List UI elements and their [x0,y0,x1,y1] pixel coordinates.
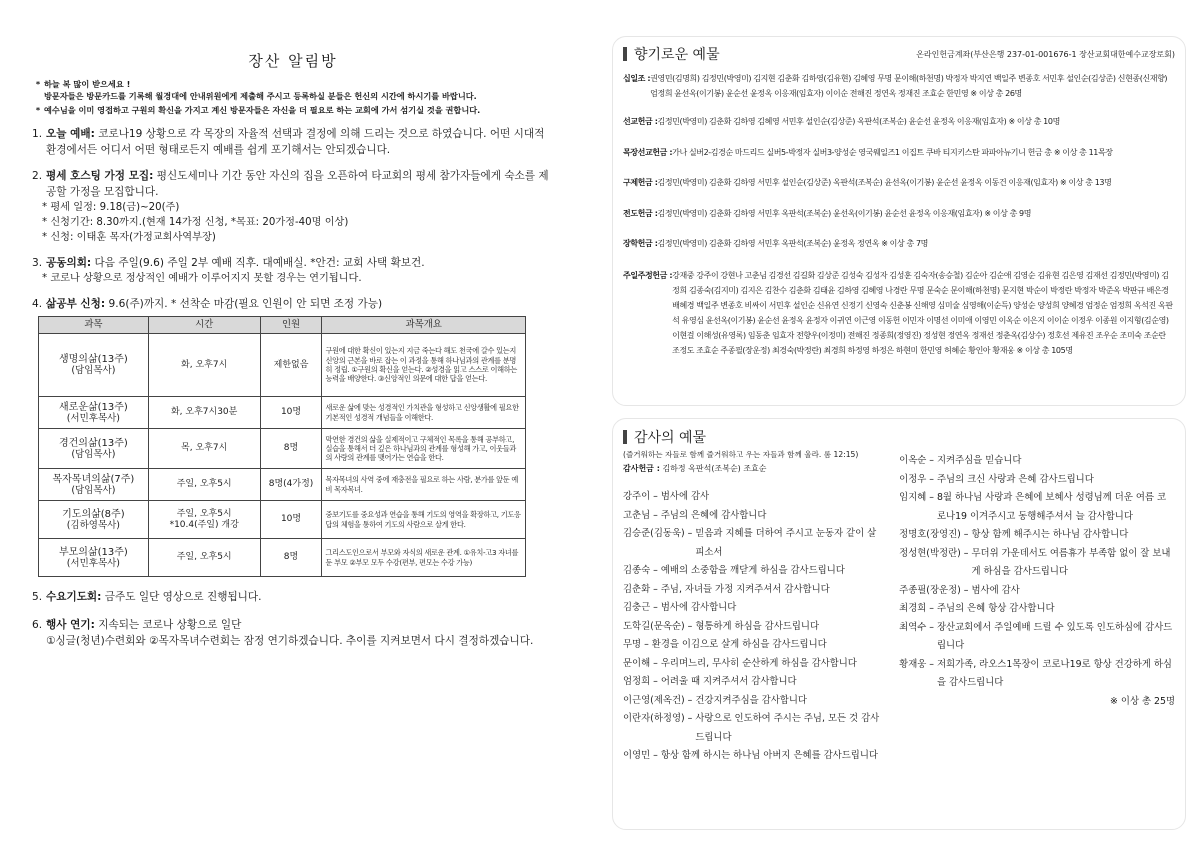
course-start-date: *10.4(주일) 개강 [169,519,239,530]
column-header: 과목개요 [322,317,526,334]
item-title: 삶공부 신청: [46,298,106,310]
item-life-study [32,296,554,577]
offering-names: 강재중 강주이 강현나 고춘님 김경선 김길화 김상준 김성숙 김성자 김성훈 김숙자(송승철) 김순아 김순애 김영순 김유현 김은영 김재선 김정민(박영미) 김정희 김종숙(김지미) 김지은 김찬수 김춘화 김태윤 김하영 김혜영 나경란 무명 문숙순 문이해(하천명) 문지현 박순이 박정란 박정자 박준옥 박판규 배은경 배혜경 백일주 변종호 비싸이 서민후 설인순 신유연 신정기 신영숙 신춘봉 신해영 심미술 심영해(이순득) 양성순 양성희 양혜경 엄정순 엄정희 옥석진 옥판석 유영심 윤선옥(이기봉) 윤순선 윤정옥 윤정자 이귀연 이근영 이동헌 이민자 이명선 이미애 이영민 이옥순 이은지 이이순 이정우 이종원 이지형(김순영) 이현걸 이해성(유영록) 임동춘 임효자 전향우(이정미) 전해진 정종희(정영진) 정성현 정연옥 정재선 정춘옥(김상수) 정호선 제유진 조우순 조미숙 조순란 조정도 조효순 주종필(장운정) 최경숙(박정란) 최경희 하정영 하정은 하현미 한민영 허혜순 황인아 황재웅 ※ 이상 총 105명 [672,270,1173,355]
offering-group [623,115,1175,130]
list-item [623,525,881,562]
item-worship [32,126,554,158]
bible-verse: (즐거워하는 자들로 함께 즐거워하고 우는 자들과 함께 울라. 롬 12:15) [623,450,859,459]
list-item [623,507,881,526]
thanks-message: 믿음과 지혜를 더하여 주시고 눈동자 같이 살피소서 [695,528,877,558]
thanks-message: 형통하게 하심을 감사드립니다 [695,620,820,632]
offering-names: 김하정 옥판석(조복순) 조효순 [662,464,767,473]
thanks-message: 주님, 자녀들 가정 지켜주셔서 감사합니다 [660,583,830,595]
notice-line-1: 하늘 복 많이 받으세요 ! [44,79,131,89]
thanks-box [612,418,1186,830]
item-text-continued: ①싱글(청년)수련회와 ②목자목녀수련회는 잠정 연기하겠습니다. 추이를 지켜보면서 다시 결정하겠습니다. [46,635,534,647]
donor-name: 김충근 – [623,602,661,613]
course-time: 주일, 오후5시 [176,508,232,519]
thanks-list-left [623,488,881,766]
item-text: 코로나19 상황으로 각 목장의 자율적 선택과 결정에 의해 드리는 것으로 하였습니다. 어떤 시대적 환경에서든 어디서 어떤 형태로든지 예배를 쉽게 포기해서는 안되겠습니다. [46,128,545,156]
notice-line-3: 예수님을 이미 영접하고 구원의 확신을 가지고 계신 방문자들은 자신을 더 필요로 하는 교회에 가서 섬기실 것을 권합니다. [44,105,481,115]
list-item [623,673,881,692]
thanks-message: 건강지켜주심을 감사합니다 [695,694,807,706]
item-number: 4. [32,298,43,310]
list-item [623,581,881,600]
item-number: 2. [32,170,43,182]
thanks-message: 주님의 크신 사랑과 은혜 감사드립니다 [936,473,1094,485]
column-header: 과목 [39,317,149,334]
course-leader: (담임목사) [71,365,116,376]
item-event-postponed [32,617,554,649]
list-item [623,655,881,674]
course-capacity: 8명 [260,429,322,469]
list-item [623,636,881,655]
asterisk-icon: * [35,105,41,115]
course-leader: (서민후목사) [66,412,121,424]
table-row [39,539,526,577]
donor-name: 정명호(장영진) – [899,529,972,540]
course-description: 그리스도인으로서 부모와 자식의 새로운 관계. ①유치-고3 자녀를 둔 부모 ②부모 모두 수강(편부, 편모는 수강 가능) [322,539,526,577]
page-title: 장산 알림방 [248,52,338,70]
list-item [899,619,1175,656]
donor-name: 이근영(제옥건) – [623,694,696,706]
offering-group [623,176,1175,191]
offering-group [623,268,1175,358]
list-item [623,488,881,507]
course-leader: (서민후목사) [66,557,121,569]
offering-group [623,146,1175,161]
item-number: 5. [32,591,43,603]
list-item [899,489,1175,526]
item-number: 3. [32,257,43,269]
column-header: 인원 [260,317,322,334]
thanks-message: 범사에 감사 [971,584,1020,596]
thanks-message: 장산교회에서 주일예배 드릴 수 있도록 인도하심에 감사드립니다 [936,621,1173,651]
offering-box [612,36,1186,406]
thanks-message: 환경을 이김으로 살게 하심을 감사드립니다 [651,639,827,650]
course-time: 화, 오후7시 [148,334,260,397]
offering-label: 목장선교헌금 : [623,147,673,157]
bank-account: 온라인헌금계좌(부산은행 237-01-001676-1 장산교회대한예수교장로회) [916,49,1175,59]
course-table [38,316,526,577]
offering-group [623,72,1175,101]
thanks-message: 어려울 때 지켜주셔서 감사합니다 [660,676,797,687]
donor-name: 김승준(김동욱) – [623,528,696,539]
course-name: 목자목녀의삶(7주) [52,473,135,485]
offering-group [623,207,1175,222]
donor-name: 주종필(장운정) – [899,584,972,596]
item-number: 1. [32,128,43,140]
offering-names: 김정민(박영미) 김춘화 김하영 김혜영 서민후 설인순(김상준) 옥판석(조복순) 윤순선 윤정옥 이응재(임효자) ※ 이상 총 10명 [657,117,1060,126]
list-item [623,747,881,766]
course-description: 새로운 삶에 맞는 성경적인 가치관을 형성하고 신앙생활에 필요한 기본적인 성경적 개념들을 이해한다. [322,397,526,429]
meeting-note: * 코로나 상황으로 정상적인 예배가 이루어지지 못할 경우는 연기됩니다. [42,273,362,284]
donor-name: 임지혜 – [899,492,937,503]
hosting-period: * 신청기간: 8.30까지.(현재 14가정 신청, *목표: 20가정-40명 이상) [42,217,349,228]
visitor-notice [32,78,554,116]
list-item [623,618,881,637]
offering-names: 김정민(박영미) 김춘화 김하영 서민후 옥판석(조복순) 윤선옥(이기봉) 윤순선 윤정옥 이응재(임효자) ※ 이상 총 9명 [657,208,1032,218]
offering-names: 김정민(박영미) 김춘화 김하영 서민후 옥판석(조복순) 윤정옥 정연옥 ※ 이상 총 7명 [657,239,928,248]
thanks-list-right [899,452,1175,766]
section-title: 감사의 예물 [634,430,707,446]
notice-line-2: 방문자들은 방문카드를 기록해 월경대에 안내위원에게 제출해 주시고 등록하실 분들은 헌신의 시간에 하시기를 바랍니다. [44,91,477,101]
offering-label: 선교헌금 : [623,117,658,126]
item-text: 다음 주일(9.6) 주일 2부 예배 직후. 대예배실. *안건: 교회 사택 확보건. [94,257,425,269]
course-name: 부모의삶(13주) [58,546,128,558]
table-row [39,469,526,501]
hosting-contact: * 신청: 이태훈 목자(가정교회사역부장) [42,232,216,243]
donor-name: 이옥순 – [899,455,937,466]
donor-name: 최경희 – [899,603,937,614]
thanks-message: 범사에 감사합니다 [660,602,737,613]
donor-name: 최역수 – [899,621,937,633]
offering-names: 가나 실버2-김경순 마드리드 실버5-박정자 실버3-양성순 영국웨일즈1 이집트 쿠바 티지키스탄 파파아뉴기니 헌금 총 ※ 이상 총 11목장 [672,147,1113,157]
item-title: 오늘 예배: [46,128,95,140]
offering-label: 주일주정헌금 : [623,270,673,280]
course-description: 막연한 경건의 삶을 실제적이고 구체적인 목록을 통해 공부하고, 실습을 통해서 더 깊은 하나님과의 관계를 형성해 가고, 이웃들과의 사랑의 관계를 맺어가는 연습을 한다. [322,429,526,469]
list-item [899,545,1175,582]
course-description: 중보기도를 중요성과 연습을 통해 기도의 영역을 확장하고, 기도응답의 체험을 통하여 기도의 사람으로 살게 한다. [322,501,526,539]
list-item [899,600,1175,619]
course-name: 새로운삶(13주) [58,401,128,413]
course-leader: (김하영목사) [66,519,121,531]
offering-group [623,237,1175,252]
thanks-message: 항상 함께 하시는 하나님 아버지 은혜를 감사드립니다 [660,750,878,761]
thanks-count: ※ 이상 총 25명 [1110,695,1175,707]
table-row [39,501,526,539]
donor-name: 김춘화 – [623,583,661,595]
item-wednesday-prayer [32,589,554,605]
column-header: 시간 [148,317,260,334]
thanks-message: 저희가족, 라오스1목장이 코로나19로 항상 건강하게 하심을 감사드립니다 [936,658,1172,688]
course-description: 구원에 대한 확신이 있는지 지금 죽는다 해도 천국에 갈수 있는지 신앙의 근본을 바로 잡는 이 과정을 통해 하나님과의 관계를 분명히 정립. ①구원의 확신을 얻는다. ②성경을 읽고 스스로 이해하는 능력을 배양한다. ③신앙적인 의문에 대한 답을 얻는다. [322,334,526,397]
item-text: 지속되는 코로나 상황으로 일단 [98,619,242,631]
item-hosting [32,168,554,245]
donor-name: 이영민 – [623,750,661,761]
donor-name: 도학길(문옥순) – [623,620,696,632]
donor-name: 김종숙 – [623,565,661,576]
item-congregation-meeting [32,255,554,286]
course-name: 경건의삶(13주) [58,437,128,449]
donor-name: 엄정희 – [623,676,661,687]
offering-label: 감사헌금 : [623,464,660,473]
list-item [623,710,881,747]
course-name: 생명의삶(13주) [58,354,128,365]
course-capacity: 제한없음 [260,334,322,397]
asterisk-icon: * [35,79,41,89]
offering-label: 십일조 : [623,74,651,83]
section-bar-icon [623,47,627,61]
donor-name: 문이해 – [623,657,661,669]
list-item [899,582,1175,601]
list-item [623,562,881,581]
course-time: 주일, 오후5시 [148,539,260,577]
item-title: 행사 연기: [46,619,95,631]
donor-name: 이정우 – [899,473,937,485]
donor-name: 무명 – [623,639,652,650]
item-text: 9.6(주)까지. * 선착순 마감(필요 인원이 안 되면 조정 가능) [108,298,383,310]
offering-names: 김정민(박영미) 김춘화 김하영 서민후 설인순(김상준) 옥판석(조복순) 윤선옥(이기봉) 윤순선 윤정옥 이동건 이응재(임효자) ※ 이상 총 13명 [657,178,1112,187]
offering-label: 전도헌금 : [623,208,658,218]
hosting-schedule: * 평세 일정: 9.18(금)~20(주) [42,202,180,213]
thanks-message: 주님의 은혜 항상 감사합니다 [936,603,1055,614]
offering-label: 장학헌금 : [623,239,658,248]
section-bar-icon [623,430,627,444]
donor-name: 이란자(하정영) – [623,713,696,724]
list-item [899,526,1175,545]
thanks-message: 주님의 은혜에 감사합니다 [660,509,767,521]
item-title: 수요기도회: [46,591,102,603]
course-name: 기도의삶(8주) [62,508,125,520]
thanks-message: 범사에 감사 [660,491,710,502]
thanks-message: 사랑으로 인도하여 주시는 주님, 모든 것 감사드립니다 [695,713,880,743]
table-row [39,429,526,469]
course-capacity: 10명 [260,397,322,429]
item-title: 공동의회: [46,257,92,269]
table-row [39,397,526,429]
donor-name: 고춘님 – [623,509,661,521]
list-item [899,656,1175,693]
donor-name: 강주이 – [623,491,661,502]
thanks-message: 예배의 소중함을 깨닫게 하심을 감사드립니다 [660,565,845,576]
course-capacity: 8명 [260,539,322,577]
course-leader: (담임목사) [71,484,116,496]
donor-name: 황재웅 – [899,658,937,670]
item-text: 금주도 일단 영상으로 진행됩니다. [104,591,262,603]
course-leader: (담임목사) [71,448,116,460]
course-capacity: 10명 [260,501,322,539]
section-title: 향기로운 예물 [634,47,720,63]
item-text: 평신도세미나 기간 동안 자신의 집을 오픈하여 타교회의 평세 참가자들에게 숙소를 제공할 가정을 모집합니다. [46,170,549,198]
course-capacity: 8명(4가정) [260,469,322,501]
list-item [899,471,1175,490]
item-title: 평세 호스팅 가정 모집: [46,170,154,182]
course-description: 목자목녀의 사역 중에 재충전을 필요로 하는 사람, 분가를 앞둔 예비 목자목녀. [322,469,526,501]
offerings-page [600,0,1200,848]
thanks-message: 항상 함께 해주시는 하나님 감사합니다 [971,529,1129,540]
offering-label: 구제헌금 : [623,178,658,187]
table-row [39,334,526,397]
offering-names: 권영민(김명희) 김정민(박영미) 김지현 김춘화 김하영(김유현) 김혜영 무명 문이해(하천명) 박정자 박지연 백일주 변종호 서민후 설인순(김상준) 신현종(신재향) 엄정희 윤선옥(이기봉) 윤순선 윤정옥 이응재(임효자) 이이순 전해진 정연옥 정재진 조효순 한민영 ※ 이상 총 26명 [650,74,1168,98]
item-number: 6. [32,619,43,631]
thanks-message: 무더위 가운데서도 여름휴가 부족함 없이 잘 보내게 하심을 감사드립니다 [971,547,1171,577]
list-item [623,599,881,618]
list-item [899,452,1175,471]
thanks-message: 지켜주심을 믿습니다 [936,455,1022,466]
thanks-message: 우리며느리, 무사히 순산하게 하심을 감사합니다 [660,657,857,669]
list-item [623,692,881,711]
donor-name: 정성현(박정란) – [899,547,972,559]
course-time: 주일, 오후5시 [148,469,260,501]
course-time: 목, 오후7시 [148,429,260,469]
thanks-message: 8월 하나님 사랑과 은혜에 보혜사 성령님께 더운 여름 코로나19 이겨주시고 동행해주셔서 늘 감사합니다 [936,492,1167,522]
course-time: 화, 오후7시30분 [148,397,260,429]
